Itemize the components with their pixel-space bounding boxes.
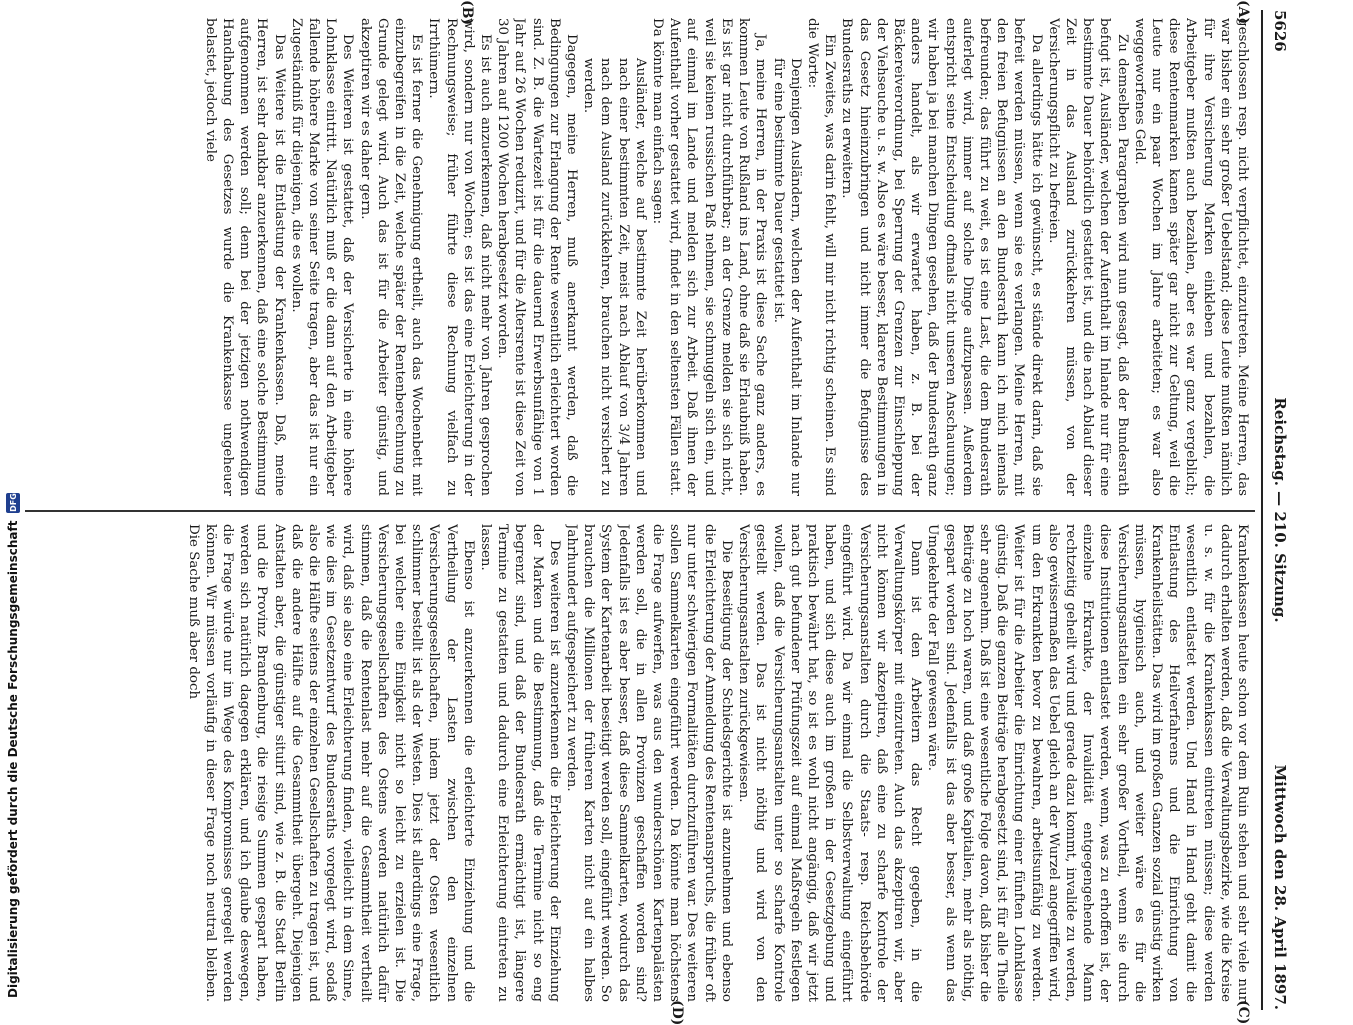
paragraph: Ja, meine Herren, in der Praxis ist diese Sache ganz anders, es kommen Leute von Rußland ins Land, ohne daß sie Erlaubniß haben. Es ist gar nicht durchführbar; an der Grenze melden sie sich nicht, weil sie keinen russischen Paß nehmen, sie schmuggeln sich ein, und auf einmal im Lande und melden sich zur Arbeit. Daß ihnen der Aufenthalt vorher gestattet wird, findet in den seltensten Fällen statt. Da könnte man einfach sagen: [650,18,769,496]
page-title: Reichstag. — 210. Sitzung. [1271,397,1289,623]
paragraph: Ebenso ist anzuerkennen die erleichterte Einziehung und die Vertheilung der Lasten zwischen den einzelnen Versicherungsgesellschaften, indem jetzt der Osten wesentlich schlimmer bestellt ist als der Westen. Dies ist allerdings eine Frage, bei welcher eine Einigkeit nicht so leicht zu erzielen ist. Die Versicherungsgesellschaften des Ostens werden natürlich dafür stimmen, daß die Rentenlast mehr auf die Gesammtheit vertheilt wird, daß sie also eine Erleichterung finden, vielleicht in dem Sinne, wie dies im Gesetzentwurf des Bundesraths vorgelegt wird, sodaß also die Hälfte seitens der einzelnen Gesellschaften zu tragen ist, und daß die andere Hälfte auf die Gesammtheit übergeht. Diejenigen Anstalten aber, die günstiger situirt sind, wie z. B. die Stadt Berlin und die Provinz Brandenburg, die riesige Summen gespart haben, werden sich natürlich dagegen erklären, und ich glaube deswegen, die Frage würde nur im Wege des Kompromisses geregelt werden können. Wir müssen vorläufig in dieser Frage noch neutral bleiben. Die Sache muß aber doch [185,524,476,1002]
paragraph: Des Weiteren ist gestattet, daß der Versicherte in eine höhere Lohnklasse eintritt. Natürlich muß er die dann auf den Arbeitgeber fallende höhere Marke von seiner Seite tragen, aber das ist nur ein Zugeständniß für diejenigen, die es wollen. [288,18,356,496]
margin-marker-d: (D) [669,1000,685,1025]
right-column [26,524,1251,1002]
paragraph: Dagegen, meine Herren, muß anerkannt werden, daß die Bedingungen zur Erlangung der Rente wesentlich erleichtert worden sind. Z. B. die Wartezeit ist für die dauernd Erwerbsunfähige von 1 Jahr auf 26 Wochen reduzirt, und für die Altersrente ist diese Zeit von 30 Jahren auf 1200 Wochen herabgesetzt worden. [495,18,580,496]
margin-marker-a: (A) [1235,0,1251,25]
footer-text: Digitalisierung gefördert durch die Deutsche Forschungsgemeinschaft [6,520,20,998]
paragraph: Ein Zweites, was darin fehlt, will mir nicht richtig scheinen. Es sind die Worte: [804,18,838,496]
header-rule [1261,10,1263,1010]
paragraph: Da allerdings hätte ich gewünscht, es stände direkt darin, daß sie befreit werden müssen, wenn sie es verlangen. Meine Herren, mit den freien Befugnissen an den Bundesrath kann ich mich niemals befreunden; das führt zu weit, es ist eine Last, die dem Bundesrath auferlegt wird, immer auf solche Dinge aufzupassen. Außerdem entspricht seine Entscheidung oftmals nicht unseren Anschauungen; wir haben ja bei manchen Dingen gesehen, daß der Bundesrath ganz anders handelt, als wir erwartet haben, z. B. bei der Bäckereiverordnung, bei Sperrung der Grenzen zur Einschleppung der Viehseuche u. s. w. Also es wäre besser, klarere Bestimmungen in das Gesetz hineinzubringen und nicht immer die Befugnisse des Bundesraths zu erweitern. [839,18,1044,496]
quote-paragraph: Ausländer, welche auf bestimmte Zeit herüberkommen und nach einer bestimmten Zeit, meist nach Ablauf von 3/4 Jahren nach dem Ausland zurückkehren, brauchen nicht versichert zu werden. [581,58,648,496]
page-date: Mittwoch den 28. April 1897. [1271,764,1289,1010]
paragraph: Zu demselben Paragraphen wird nun gesagt, daß der Bundesrath befugt ist, Ausländer, welchen der Aufenthalt im Inlande nur für eine bestimmte Dauer behördlich gestattet ist, und die nach Ablauf dieser Zeit in das Ausland zurückkehren müssen, von der Versicherungspflicht zu befreien. [1045,18,1130,496]
paragraph: Es ist auch anzuerkennen, daß nicht mehr von Jahren gesprochen wird, sondern nur von Wochen; es ist das eine Erleichterung in der Rechnungsweise; früher führte diese Rechnung vielfach zu Irrthümern. [426,18,494,496]
dfg-logo-icon: DFG [6,493,20,513]
column-divider [25,510,1255,512]
paragraph: Dann ist den Arbeitern das Recht gegeben, in die Verwaltungskörper mit einzutreten. Auch das akzeptiren wir, aber nicht können wir akzeptiren, daß eine zu scharfe Kontrole der Versicherungsanstalten durch die Staats- resp. Reichsbehörde eingeführt wird. Da wir einmal die Selbstverwaltung eingeführt haben, und sich diese auch im großen in der Gesetzgebung und praktisch bewährt hat, so ist es wohl nicht angängig, daß wir jetzt nach gut befundener Prüfungszeit auf einmal Maßregeln festlegen wollen, daß die Versicherungsanstalten unter so scharfe Kontrole gestellt werden. Das ist nicht nöthig und wird von den Versicherungsanstalten zurückgewiesen. [736,524,924,1002]
paragraph: Die Beseitigung der Schiedsgerichte ist anzunehmen und ebenso die Erleichterung der Anmeldung des Rentenanspruchs, die früher oft nur unter schwierigen Formalitäten durchzuführen war. Des weiteren sollen Sammelkarten eingeführt werden. Da könnte man höchstens die Frage aufwerfen, was aus den wunderschönen Kartenpalästen werden soll, die in allen Provinzen geschaffen worden sind? Jedenfalls ist es aber besser, daß diese Sammelkarten, wodurch das System der Kartenarbeit beseitigt werden soll, eingeführt werden. So brauchen die Millionen der früheren Karten nicht auf ein halbes Jahrhundert aufgespeichert zu werden. [564,524,734,1002]
margin-marker-c: (C) [1235,1000,1251,1025]
page-number: 5626 [1271,10,1289,52]
left-column [26,18,1251,496]
digitization-footer [2,0,24,998]
paragraph: geschlossen resp. nicht verpflichtet, einzutreten. Meine Herren, das war bisher ein sehr großer Uebelstand; diese Leute mußten nämlich für ihre Versicherung Marken einkleben und bezahlen, die Arbeitgeber mußten auch bezahlen, aber es war ganz vergeblich; diese Rentenmarken kamen später gar nicht zur Geltung, weil die Leute nur ein paar Wochen im Jahre arbeiteten; es war also weggeworfenes Geld. [1131,18,1250,496]
quote-paragraph: Denjenigen Ausländern, welchen der Aufenthalt im Inlande nur für eine bestimmte Dauer gestattet ist. [770,58,803,496]
paragraph: Das Weitere ist die Entlastung der Krankenkassen. Daß, meine Herren, ist sehr dankbar anzuerkennen, daß eine solche Bestimmung aufgenommen werden soll; denn bei der jetzigen nothwendigen Handhabung des Gesetzes wurde die Krankenkasse ungeheuer belastet, jedoch viele [202,18,287,496]
newspaper-page [15,0,1295,1025]
paragraph: Krankenkassen heute schon vor dem Ruin stehen und sehr viele nur dadurch erhalten werden, daß die Verwaltungsbezirke, wie die Kreise u. s. w. für die Krankenkassen eintreten müssen; diese werden wesentlich entlastet werden. Und Hand in Hand geht damit die Entlastung des Heilverfahrens und die Einrichtung von Krankenheilstätten. Das wird im großen Ganzen sozial günstig wirken müssen, hygienisch auch, und weiter wäre es für die Versicherungsanstalten ein sehr großer Vortheil, wenn sie durch diese Institutionen entlastet werden, wenn, was zu erhoffen ist, der einzelne Erkrankte, der Invalidität entgegengehende Mann rechtzeitig geheilt wird und gerade dazu kommt, invalide zu werden, also gewissermaßen das Uebel gleich an der Wurzel angegriffen wird, um den Erkrankten bevor zu bewahren, arbeitsunfähig zu werden. Weiter ist für die Arbeiter die Einrichtung einer fünften Lohnklasse günstig. Daß die ganzen Beiträge herabgesetzt sind, ist für alle Theile sehr angenehm. Daß ist eine wesentliche Folge davon, daß bisher die Beiträge zu hoch waren, und daß große Kapitalien, mehr als nöthig, gespart worden sind. Jedenfalls ist das aber besser, als wenn das Umgekehrte der Fall gewesen wäre. [925,524,1250,1002]
margin-marker-b: (B) [459,0,475,26]
paragraph: Es ist ferner die Genehmigung ertheilt, auch das Wochenbett mit einzubegreifen in die Zeit, welche später der Rentenberechnung zu Grunde gelegt wird. Auch das ist für die Arbeiter günstig, und akzeptiren wir es daher gern. [357,18,425,496]
paragraph: Des weiteren ist anzuerkennen die Erleichterung der Einziehung der Marken und die Bestimmung, daß die Termine nicht so eng begrenzt sind, und daß der Bundesrath ermächtigt ist, längere Termine zu gestatten und dadurch eine Erleichterung eintreten zu lassen. [478,524,562,1002]
